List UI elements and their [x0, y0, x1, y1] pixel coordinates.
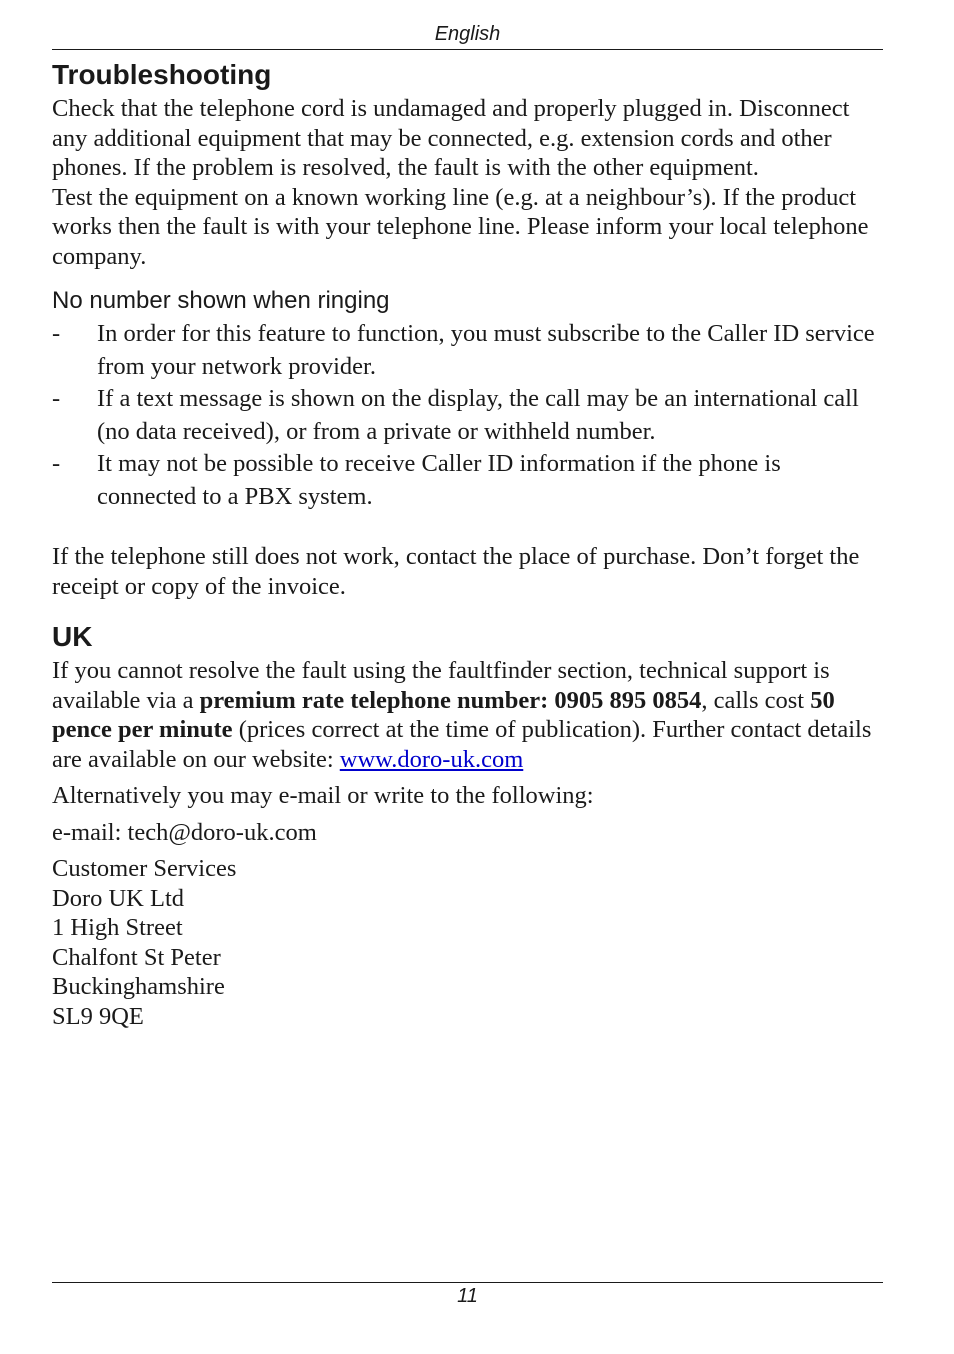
still-not-working-paragraph: If the telephone still does not work, contact the place of purchase. Don’t forget the receipt or copy of the invoice.	[52, 543, 860, 600]
support-text: (prices correct at the time of publication). Further contact details are available on our website:	[52, 716, 872, 773]
no-number-list	[52, 318, 883, 513]
support-text: If you cannot resolve the fault using the faultfinder section, technical support is available via a	[52, 657, 830, 714]
header-rule	[52, 49, 883, 50]
manual-page	[52, 0, 883, 1354]
email-line: e-mail: tech@doro-uk.com	[52, 818, 317, 846]
address-line: Customer Services	[52, 855, 237, 882]
running-header-language: English	[434, 23, 501, 45]
list-item	[52, 448, 883, 513]
uk-support-paragraph	[52, 656, 883, 774]
address-line: 1 High Street	[52, 914, 183, 941]
alternatively-paragraph: Alternatively you may e-mail or write to the following:	[52, 782, 594, 809]
troubleshooting-paragraph-2: Test the equipment on a known working line (e.g. at a neighbour’s). If the product works then the fault is with your telephone line. Please inform your local telephone company.	[52, 183, 869, 270]
address-line: Buckinghamshire	[52, 973, 225, 1000]
postal-address	[52, 854, 883, 1031]
list-item-text: In order for this feature to function, you must subscribe to the Caller ID service from your network provider.	[97, 320, 875, 380]
dash-bullet: -	[52, 450, 61, 477]
uk-heading: UK	[52, 621, 93, 652]
list-item	[52, 318, 883, 383]
address-line: Chalfont St Peter	[52, 943, 221, 971]
page-number: 11	[457, 1285, 478, 1307]
page-content	[52, 56, 883, 1031]
website-link[interactable]: www.doro-uk.com	[339, 745, 524, 773]
premium-rate-number: premium rate telephone number: 0905 895 0854	[199, 686, 702, 714]
address-line: Doro UK Ltd	[52, 884, 185, 912]
support-text: , calls cost	[701, 686, 811, 714]
dash-bullet: -	[52, 320, 61, 347]
list-item-text: If a text message is shown on the display, the call may be an international call (no data received), or from a private or withheld number.	[97, 385, 859, 445]
troubleshooting-heading: Troubleshooting	[52, 59, 272, 90]
list-item-text: It may not be possible to receive Caller ID information if the phone is connected to a PBX system.	[97, 450, 781, 510]
call-cost: 50 pence per minute	[52, 686, 835, 743]
address-line: SL9 9QE	[52, 1002, 144, 1030]
dash-bullet: -	[52, 385, 61, 412]
troubleshooting-paragraph-1: Check that the telephone cord is undamaged and properly plugged in. Disconnect any additional equipment that may be connected, e.g. extension cords and other phones. If the problem is resolved, the fault is with the other equipment.	[52, 95, 850, 181]
list-item	[52, 383, 883, 448]
no-number-heading: No number shown when ringing	[52, 287, 390, 314]
